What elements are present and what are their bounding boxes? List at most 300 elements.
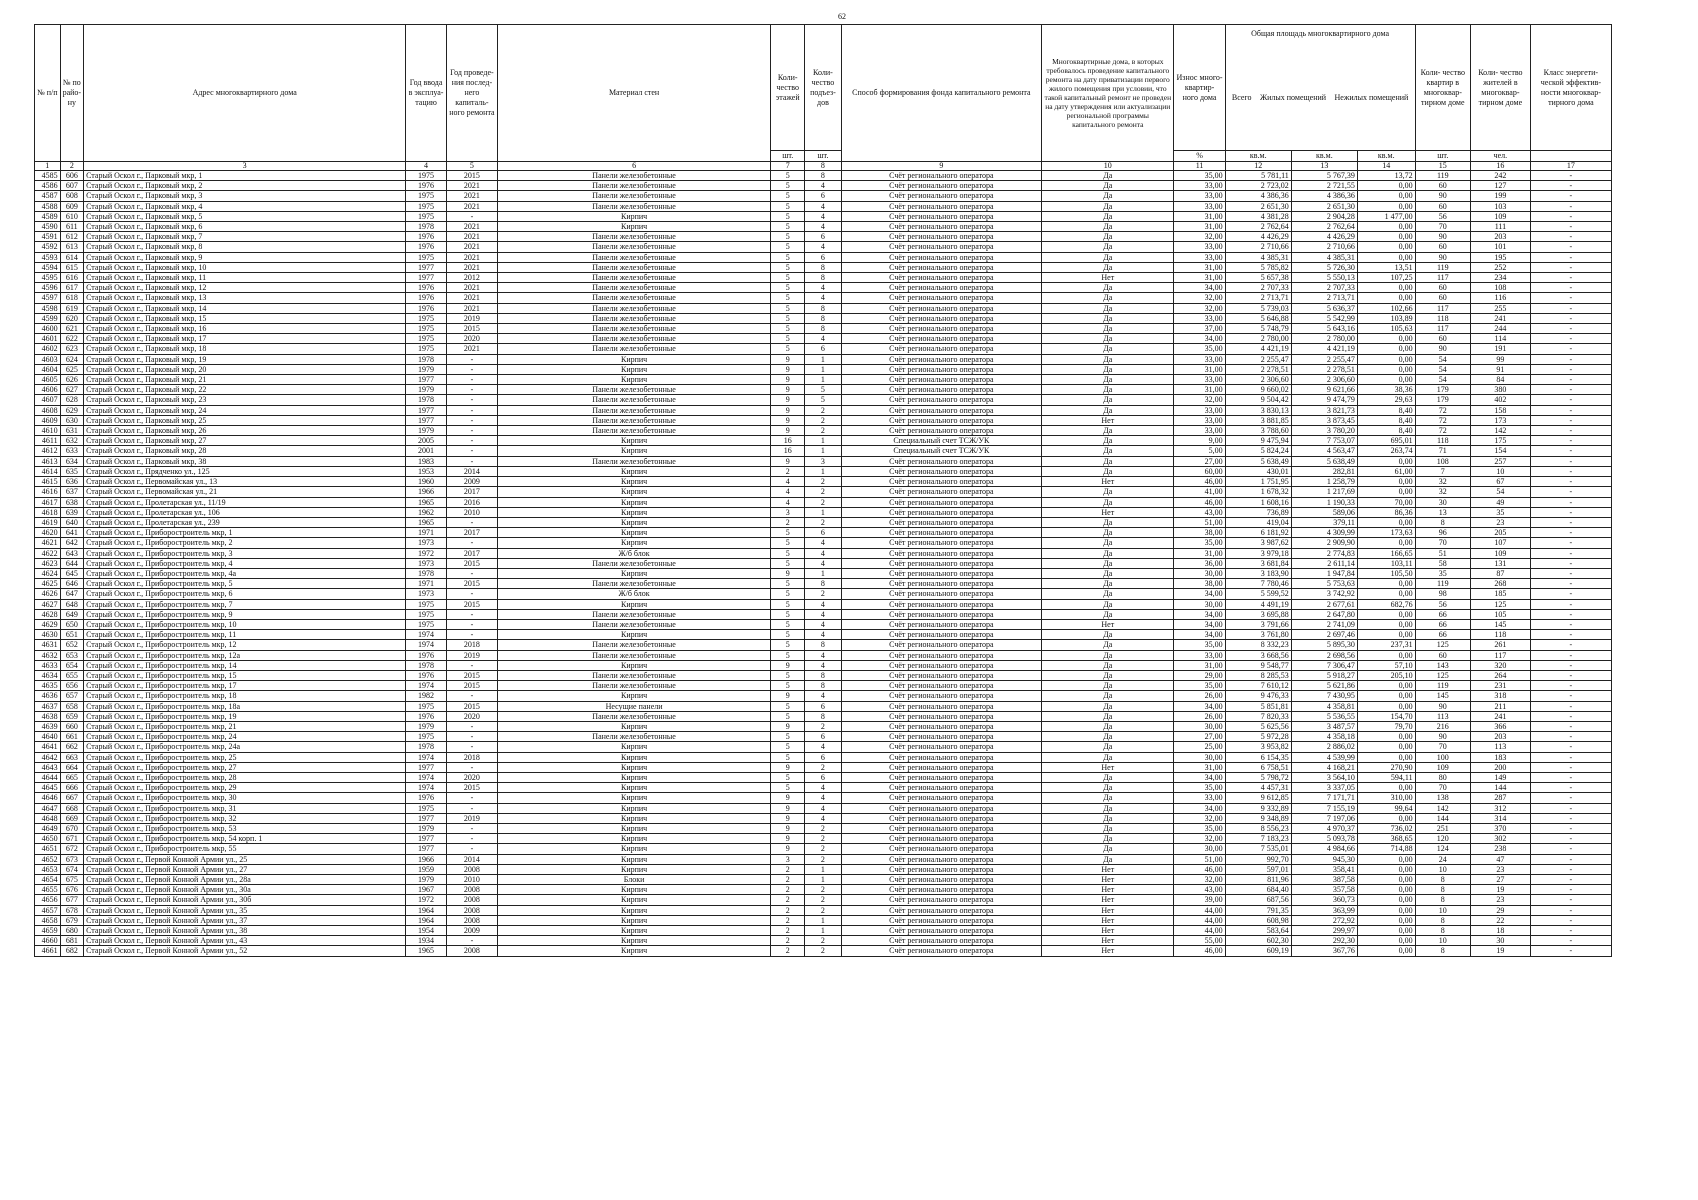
cell-entrances: 5 (805, 395, 841, 405)
cell-residents: 175 (1471, 436, 1531, 446)
cell-fund: Счёт регионального оператора (841, 762, 1042, 772)
cell-need-repair: Нет (1042, 895, 1174, 905)
cell-address: Старый Оскол г., Приборостроитель мкр, 4а (84, 568, 406, 578)
cell-year-repair: 2021 (446, 303, 497, 313)
cell-floors: 5 (771, 619, 805, 629)
cell-residents: 252 (1471, 262, 1531, 272)
cell-wear: 33,00 (1174, 405, 1225, 415)
cell-energy: - (1530, 875, 1611, 885)
cell-area-living: 4 386,36 (1291, 191, 1357, 201)
cell-area-living: 4 358,81 (1291, 701, 1357, 711)
cell-address: Старый Оскол г., Первой Конной Армии ул., 30б (84, 895, 406, 905)
cell-address: Старый Оскол г., Первой Конной Армии ул., 25 (84, 854, 406, 864)
cell-apartments: 138 (1415, 793, 1470, 803)
cell-wall: Блоки (498, 875, 771, 885)
cell-year-built: 1976 (406, 242, 447, 252)
cell-year-built: 1960 (406, 477, 447, 487)
cell-need-repair: Да (1042, 599, 1174, 609)
table-row (35, 293, 1612, 303)
cell-residents: 149 (1471, 772, 1531, 782)
cell-n-district: 635 (60, 466, 83, 476)
table-row (35, 681, 1612, 691)
cell-wear: 31,00 (1174, 364, 1225, 374)
cell-address: Старый Оскол г., Парковый мкр, 25 (84, 415, 406, 425)
cell-n-district: 631 (60, 426, 83, 436)
cell-area-total: 811,96 (1225, 875, 1291, 885)
cell-n-district: 663 (60, 752, 83, 762)
cell-residents: 231 (1471, 681, 1531, 691)
cell-area-nonliving: 0,00 (1357, 864, 1415, 874)
cell-fund: Счёт регионального оператора (841, 854, 1042, 864)
cell-wear: 33,00 (1174, 191, 1225, 201)
cell-apartments: 51 (1415, 548, 1470, 558)
cell-fund: Счёт регионального оператора (841, 497, 1042, 507)
cell-year-repair: - (446, 456, 497, 466)
cell-n: 4617 (35, 497, 61, 507)
cell-need-repair: Да (1042, 171, 1174, 181)
cell-n-district: 644 (60, 558, 83, 568)
cell-area-nonliving: 0,00 (1357, 854, 1415, 864)
cell-address: Старый Оскол г., Приборостроитель мкр, 5 (84, 579, 406, 589)
cell-address: Старый Оскол г., Парковый мкр, 7 (84, 232, 406, 242)
cell-need-repair: Да (1042, 701, 1174, 711)
cell-wear: 34,00 (1174, 701, 1225, 711)
table-row (35, 793, 1612, 803)
cell-year-built: 2005 (406, 436, 447, 446)
cell-area-nonliving: 86,36 (1357, 507, 1415, 517)
cell-year-built: 1976 (406, 283, 447, 293)
cell-residents: 370 (1471, 824, 1531, 834)
cell-area-nonliving: 0,00 (1357, 915, 1415, 925)
cell-n: 4612 (35, 446, 61, 456)
cell-wall: Кирпич (498, 691, 771, 701)
cell-area-nonliving: 695,01 (1357, 436, 1415, 446)
cell-n-district: 630 (60, 415, 83, 425)
cell-residents: 144 (1471, 783, 1531, 793)
cell-n-district: 657 (60, 691, 83, 701)
cell-wall: Панели железобетонные (498, 385, 771, 395)
cell-apartments: 90 (1415, 344, 1470, 354)
cell-wear: 33,00 (1174, 313, 1225, 323)
cell-apartments: 80 (1415, 772, 1470, 782)
cell-floors: 5 (771, 732, 805, 742)
cell-area-nonliving: 8,40 (1357, 415, 1415, 425)
col-index: 10 (1042, 162, 1174, 171)
cell-area-nonliving: 57,10 (1357, 660, 1415, 670)
cell-floors: 9 (771, 824, 805, 834)
cell-area-living: 5 895,30 (1291, 640, 1357, 650)
cell-area-living: 2 710,66 (1291, 242, 1357, 252)
cell-year-repair: 2020 (446, 772, 497, 782)
cell-fund: Счёт регионального оператора (841, 650, 1042, 660)
cell-entrances: 4 (805, 222, 841, 232)
cell-n: 4591 (35, 232, 61, 242)
cell-floors: 9 (771, 375, 805, 385)
cell-n-district: 676 (60, 885, 83, 895)
cell-area-nonliving: 102,66 (1357, 303, 1415, 313)
table-row (35, 517, 1612, 527)
cell-wall: Панели железобетонные (498, 640, 771, 650)
cell-wear: 34,00 (1174, 772, 1225, 782)
cell-apartments: 90 (1415, 732, 1470, 742)
cell-floors: 5 (771, 242, 805, 252)
cell-residents: 35 (1471, 507, 1531, 517)
cell-residents: 203 (1471, 232, 1531, 242)
cell-n-district: 660 (60, 721, 83, 731)
cell-fund: Счёт регионального оператора (841, 844, 1042, 854)
cell-energy: - (1530, 293, 1611, 303)
cell-wall: Ж/б блок (498, 548, 771, 558)
cell-year-built: 1953 (406, 466, 447, 476)
cell-area-living: 5 542,99 (1291, 313, 1357, 323)
unit-area-total: кв.м. (1225, 151, 1291, 162)
cell-year-repair: 2018 (446, 640, 497, 650)
cell-area-living: 3 487,57 (1291, 721, 1357, 731)
cell-apartments: 90 (1415, 701, 1470, 711)
cell-area-nonliving: 0,00 (1357, 926, 1415, 936)
cell-apartments: 66 (1415, 630, 1470, 640)
cell-energy: - (1530, 926, 1611, 936)
cell-floors: 5 (771, 181, 805, 191)
cell-entrances: 5 (805, 385, 841, 395)
cell-floors: 5 (771, 670, 805, 680)
cell-wall: Панели железобетонные (498, 415, 771, 425)
table-row (35, 813, 1612, 823)
cell-address: Старый Оскол г., Приборостроитель мкр, 18 (84, 691, 406, 701)
cell-area-nonliving: 0,00 (1357, 538, 1415, 548)
cell-wall: Кирпич (498, 834, 771, 844)
cell-year-repair: 2021 (446, 181, 497, 191)
cell-area-total: 9 504,42 (1225, 395, 1291, 405)
cell-area-total: 2 651,30 (1225, 201, 1291, 211)
cell-residents: 116 (1471, 293, 1531, 303)
cell-wall: Кирпич (498, 783, 771, 793)
cell-area-living: 9 621,66 (1291, 385, 1357, 395)
cell-area-nonliving: 38,36 (1357, 385, 1415, 395)
cell-n: 4600 (35, 324, 61, 334)
cell-year-built: 1974 (406, 681, 447, 691)
cell-entrances: 1 (805, 915, 841, 925)
cell-residents: 107 (1471, 538, 1531, 548)
cell-entrances: 2 (805, 895, 841, 905)
col-index: 15 (1415, 162, 1470, 171)
cell-wall: Кирпич (498, 497, 771, 507)
cell-wear: 38,00 (1174, 579, 1225, 589)
cell-fund: Счёт регионального оператора (841, 834, 1042, 844)
table-row (35, 334, 1612, 344)
cell-area-total: 583,64 (1225, 926, 1291, 936)
cell-area-living: 2 698,56 (1291, 650, 1357, 660)
table-row (35, 803, 1612, 813)
cell-address: Старый Оскол г., Приборостроитель мкр, 11 (84, 630, 406, 640)
cell-n: 4588 (35, 201, 61, 211)
cell-address: Старый Оскол г., Парковый мкр, 18 (84, 344, 406, 354)
cell-need-repair: Да (1042, 630, 1174, 640)
cell-need-repair: Да (1042, 793, 1174, 803)
cell-area-total: 5 599,52 (1225, 589, 1291, 599)
cell-area-living: 1 947,84 (1291, 568, 1357, 578)
cell-wall: Кирпич (498, 793, 771, 803)
cell-area-living: 1 190,33 (1291, 497, 1357, 507)
cell-fund: Счёт регионального оператора (841, 864, 1042, 874)
cell-year-repair: 2009 (446, 926, 497, 936)
cell-energy: - (1530, 211, 1611, 221)
cell-energy: - (1530, 803, 1611, 813)
cell-floors: 5 (771, 772, 805, 782)
cell-n-district: 642 (60, 538, 83, 548)
cell-need-repair: Нет (1042, 619, 1174, 629)
cell-area-total: 4 385,31 (1225, 252, 1291, 262)
table-row (35, 436, 1612, 446)
cell-area-nonliving: 0,00 (1357, 222, 1415, 232)
cell-wear: 31,00 (1174, 385, 1225, 395)
cell-area-living: 2 677,61 (1291, 599, 1357, 609)
cell-wall: Панели железобетонные (498, 201, 771, 211)
cell-area-nonliving: 0,00 (1357, 691, 1415, 701)
cell-wear: 33,00 (1174, 201, 1225, 211)
cell-n-district: 650 (60, 619, 83, 629)
table-row (35, 660, 1612, 670)
cell-wear: 34,00 (1174, 283, 1225, 293)
cell-year-repair: 2021 (446, 283, 497, 293)
table-row (35, 181, 1612, 191)
cell-residents: 108 (1471, 283, 1531, 293)
cell-need-repair: Да (1042, 609, 1174, 619)
cell-wall: Панели железобетонные (498, 395, 771, 405)
cell-year-repair: - (446, 364, 497, 374)
unit-energy (1530, 151, 1611, 162)
cell-year-built: 2001 (406, 446, 447, 456)
col-index: 9 (841, 162, 1042, 171)
cell-apartments: 125 (1415, 640, 1470, 650)
cell-floors: 2 (771, 466, 805, 476)
cell-residents: 158 (1471, 405, 1531, 415)
cell-n: 4646 (35, 793, 61, 803)
cell-wear: 33,00 (1174, 181, 1225, 191)
cell-year-built: 1979 (406, 426, 447, 436)
cell-energy: - (1530, 242, 1611, 252)
cell-fund: Счёт регионального оператора (841, 691, 1042, 701)
cell-residents: 84 (1471, 375, 1531, 385)
cell-year-built: 1965 (406, 497, 447, 507)
cell-entrances: 1 (805, 446, 841, 456)
cell-address: Старый Оскол г., Парковый мкр, 1 (84, 171, 406, 181)
cell-area-total: 3 987,62 (1225, 538, 1291, 548)
table-row (35, 466, 1612, 476)
cell-energy: - (1530, 232, 1611, 242)
cell-entrances: 6 (805, 528, 841, 538)
col-index: 2 (60, 162, 83, 171)
cell-need-repair: Да (1042, 783, 1174, 793)
cell-n: 4619 (35, 517, 61, 527)
cell-entrances: 2 (805, 426, 841, 436)
cell-wall: Кирпич (498, 721, 771, 731)
cell-wear: 34,00 (1174, 334, 1225, 344)
cell-energy: - (1530, 711, 1611, 721)
cell-n: 4644 (35, 772, 61, 782)
cell-address: Старый Оскол г., Приборостроитель мкр, 7 (84, 599, 406, 609)
cell-address: Старый Оскол г., Парковый мкр, 8 (84, 242, 406, 252)
cell-wall: Кирпич (498, 742, 771, 752)
cell-residents: 200 (1471, 762, 1531, 772)
cell-year-built: 1975 (406, 324, 447, 334)
cell-fund: Счёт регионального оператора (841, 579, 1042, 589)
cell-residents: 183 (1471, 752, 1531, 762)
cell-n: 4604 (35, 364, 61, 374)
cell-area-living: 5 918,27 (1291, 670, 1357, 680)
table-row (35, 528, 1612, 538)
cell-year-repair: - (446, 589, 497, 599)
cell-area-total: 5 781,11 (1225, 171, 1291, 181)
cell-n-district: 636 (60, 477, 83, 487)
cell-wall: Панели железобетонные (498, 313, 771, 323)
cell-residents: 142 (1471, 426, 1531, 436)
cell-need-repair: Да (1042, 191, 1174, 201)
cell-area-living: 292,30 (1291, 936, 1357, 946)
cell-n: 4595 (35, 273, 61, 283)
cell-year-built: 1934 (406, 936, 447, 946)
cell-entrances: 2 (805, 517, 841, 527)
cell-apartments: 60 (1415, 283, 1470, 293)
cell-area-nonliving: 0,00 (1357, 752, 1415, 762)
cell-n: 4631 (35, 640, 61, 650)
cell-floors: 5 (771, 589, 805, 599)
cell-residents: 211 (1471, 701, 1531, 711)
cell-area-total: 7 610,12 (1225, 681, 1291, 691)
cell-apartments: 145 (1415, 691, 1470, 701)
cell-floors: 5 (771, 609, 805, 619)
cell-energy: - (1530, 579, 1611, 589)
cell-n: 4611 (35, 436, 61, 446)
cell-wall: Кирпич (498, 926, 771, 936)
cell-wear: 51,00 (1174, 854, 1225, 864)
cell-area-living: 1 258,79 (1291, 477, 1357, 487)
cell-wall: Кирпич (498, 824, 771, 834)
cell-n: 4616 (35, 487, 61, 497)
cell-year-built: 1978 (406, 568, 447, 578)
cell-need-repair: Нет (1042, 905, 1174, 915)
cell-need-repair: Да (1042, 691, 1174, 701)
cell-year-repair: 2021 (446, 293, 497, 303)
cell-area-living: 589,06 (1291, 507, 1357, 517)
cell-energy: - (1530, 568, 1611, 578)
cell-need-repair: Да (1042, 813, 1174, 823)
cell-year-repair: 2008 (446, 946, 497, 956)
cell-residents: 268 (1471, 579, 1531, 589)
cell-wear: 9,00 (1174, 436, 1225, 446)
cell-wear: 33,00 (1174, 426, 1225, 436)
cell-area-nonliving: 0,00 (1357, 354, 1415, 364)
cell-area-nonliving: 61,00 (1357, 466, 1415, 476)
cell-residents: 145 (1471, 619, 1531, 629)
cell-wear: 29,00 (1174, 670, 1225, 680)
cell-year-built: 1977 (406, 813, 447, 823)
cell-n-district: 611 (60, 222, 83, 232)
cell-energy: - (1530, 181, 1611, 191)
cell-year-built: 1979 (406, 875, 447, 885)
cell-need-repair: Да (1042, 456, 1174, 466)
cell-wear: 32,00 (1174, 395, 1225, 405)
cell-floors: 9 (771, 834, 805, 844)
cell-n: 4603 (35, 354, 61, 364)
cell-apartments: 143 (1415, 660, 1470, 670)
table-row (35, 242, 1612, 252)
header-entrances: Коли- чество подъез- дов (805, 25, 841, 151)
cell-entrances: 8 (805, 171, 841, 181)
cell-wall: Панели железобетонные (498, 334, 771, 344)
cell-address: Старый Оскол г., Парковый мкр, 3 (84, 191, 406, 201)
table-row (35, 232, 1612, 242)
cell-area-living: 2 780,00 (1291, 334, 1357, 344)
cell-n-district: 612 (60, 232, 83, 242)
table-row (35, 772, 1612, 782)
cell-address: Старый Оскол г., Первомайская ул., 21 (84, 487, 406, 497)
cell-area-living: 5 550,13 (1291, 273, 1357, 283)
cell-wall: Кирпич (498, 446, 771, 456)
cell-year-built: 1983 (406, 456, 447, 466)
cell-area-living: 5 636,37 (1291, 303, 1357, 313)
cell-n: 4608 (35, 405, 61, 415)
cell-n: 4624 (35, 568, 61, 578)
header-area-group (1225, 25, 1415, 151)
table-row (35, 354, 1612, 364)
cell-apartments: 54 (1415, 354, 1470, 364)
cell-entrances: 4 (805, 660, 841, 670)
cell-n-district: 649 (60, 609, 83, 619)
cell-residents: 23 (1471, 864, 1531, 874)
cell-energy: - (1530, 456, 1611, 466)
cell-residents: 105 (1471, 609, 1531, 619)
cell-entrances: 4 (805, 630, 841, 640)
cell-apartments: 35 (1415, 568, 1470, 578)
table-row (35, 670, 1612, 680)
cell-need-repair: Да (1042, 711, 1174, 721)
cell-area-nonliving: 0,00 (1357, 742, 1415, 752)
cell-area-living: 5 767,39 (1291, 171, 1357, 181)
cell-energy: - (1530, 609, 1611, 619)
cell-wear: 51,00 (1174, 517, 1225, 527)
cell-n-district: 609 (60, 201, 83, 211)
cell-area-total: 5 972,28 (1225, 732, 1291, 742)
cell-apartments: 72 (1415, 426, 1470, 436)
cell-n-district: 672 (60, 844, 83, 854)
cell-fund: Счёт регионального оператора (841, 405, 1042, 415)
cell-address: Старый Оскол г., Парковый мкр, 21 (84, 375, 406, 385)
cell-entrances: 4 (805, 619, 841, 629)
table-row (35, 497, 1612, 507)
cell-entrances: 6 (805, 772, 841, 782)
cell-residents: 109 (1471, 548, 1531, 558)
cell-n: 4658 (35, 915, 61, 925)
cell-year-repair: - (446, 721, 497, 731)
cell-wear: 26,00 (1174, 711, 1225, 721)
cell-entrances: 1 (805, 568, 841, 578)
cell-year-built: 1974 (406, 630, 447, 640)
cell-need-repair: Да (1042, 436, 1174, 446)
table-row (35, 211, 1612, 221)
cell-wall: Кирпич (498, 528, 771, 538)
cell-year-built: 1975 (406, 191, 447, 201)
cell-area-total: 4 491,19 (1225, 599, 1291, 609)
table-row (35, 344, 1612, 354)
cell-area-living: 2 647,80 (1291, 609, 1357, 619)
cell-wear: 38,00 (1174, 528, 1225, 538)
cell-wear: 31,00 (1174, 273, 1225, 283)
cell-area-nonliving: 0,00 (1357, 630, 1415, 640)
cell-wear: 39,00 (1174, 895, 1225, 905)
cell-residents: 67 (1471, 477, 1531, 487)
cell-area-nonliving: 270,90 (1357, 762, 1415, 772)
